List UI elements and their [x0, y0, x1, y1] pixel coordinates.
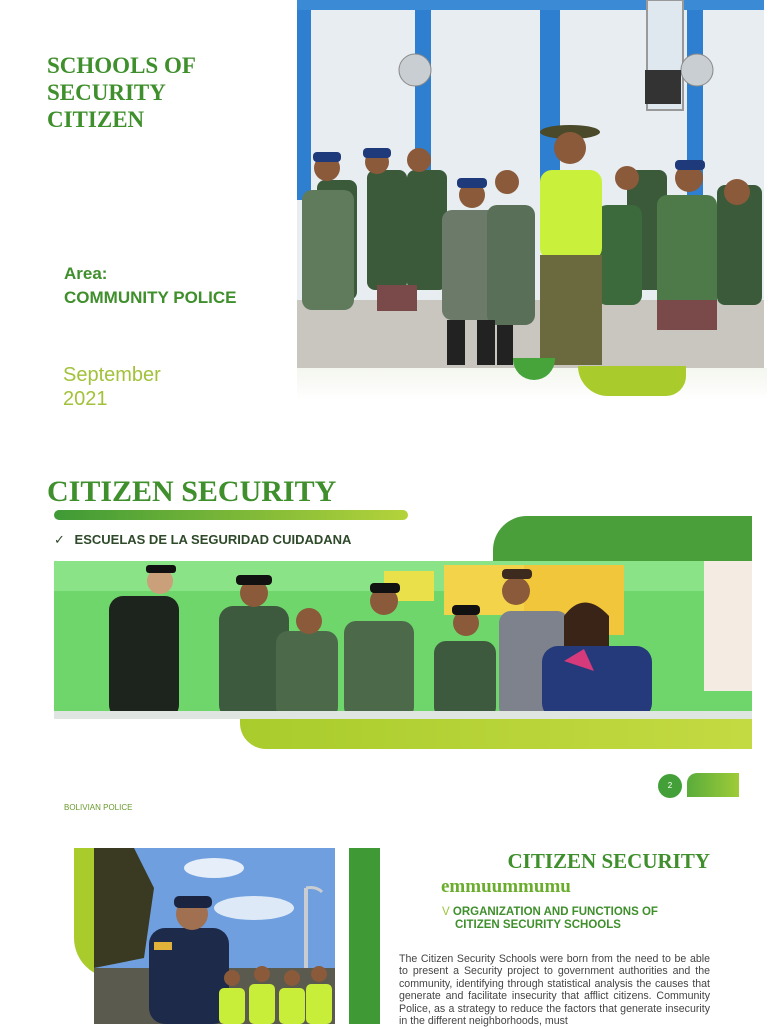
outdoor-scene-illustration	[94, 848, 335, 1024]
slide1-date	[63, 363, 161, 411]
police-officer-photo	[94, 848, 335, 1024]
slide2-title-underline	[54, 510, 408, 520]
bullet-v: V	[442, 906, 450, 918]
date-year: 2021	[63, 388, 108, 410]
slide1-title	[47, 52, 287, 133]
slide1-title-line: SECURITY	[47, 80, 166, 105]
slide1-title-line: CITIZEN	[47, 107, 145, 132]
slide3-green-bar	[349, 848, 380, 1024]
group-photo-green-tent	[54, 561, 752, 719]
page-number-badge: 2	[658, 774, 682, 798]
slide3-body-text: The Citizen Security Schools were born from the need to be able to present a Security project to government authorities and the community, identifying through statistical analysis the causes that generate and facilitate insecurity that afflict citizens. Community Police, as a strategy to reduce the factors that generate insecurity in the different neighborhoods, must	[399, 953, 710, 1027]
org-line-2: CITIZEN SECURITY SCHOOLS	[455, 919, 621, 931]
group-scene-illustration	[54, 561, 752, 719]
area-label: Area:	[64, 264, 108, 283]
slide2-subtitle-text: ESCUELAS DE LA SEGURIDAD CUIDADANA	[74, 532, 352, 547]
students-classroom-photo	[297, 0, 764, 368]
area-value: COMMUNITY POLICE	[64, 288, 237, 307]
page-tab-accent	[687, 773, 739, 797]
slide2-lime-banner	[240, 719, 752, 749]
slide3-subtitle: emmuummumu	[441, 876, 571, 897]
slide3-section-heading	[442, 906, 682, 932]
slide1-lime-accent	[578, 366, 686, 396]
slide3-title: CITIZEN SECURITY	[507, 849, 710, 873]
slide1-area	[64, 262, 237, 310]
check-icon: ✓	[54, 532, 65, 547]
date-month: September	[63, 364, 161, 386]
slide2-title: CITIZEN SECURITY	[47, 475, 337, 508]
org-line-1: ORGANIZATION AND FUNCTIONS OF	[452, 906, 658, 918]
slide1-title-line: SCHOOLS OF	[47, 53, 196, 78]
slide2-footer: BOLIVIAN POLICE	[64, 803, 133, 812]
slide2-subtitle	[54, 532, 351, 548]
classroom-scene-illustration	[297, 0, 764, 368]
slide2-green-banner	[493, 516, 752, 564]
